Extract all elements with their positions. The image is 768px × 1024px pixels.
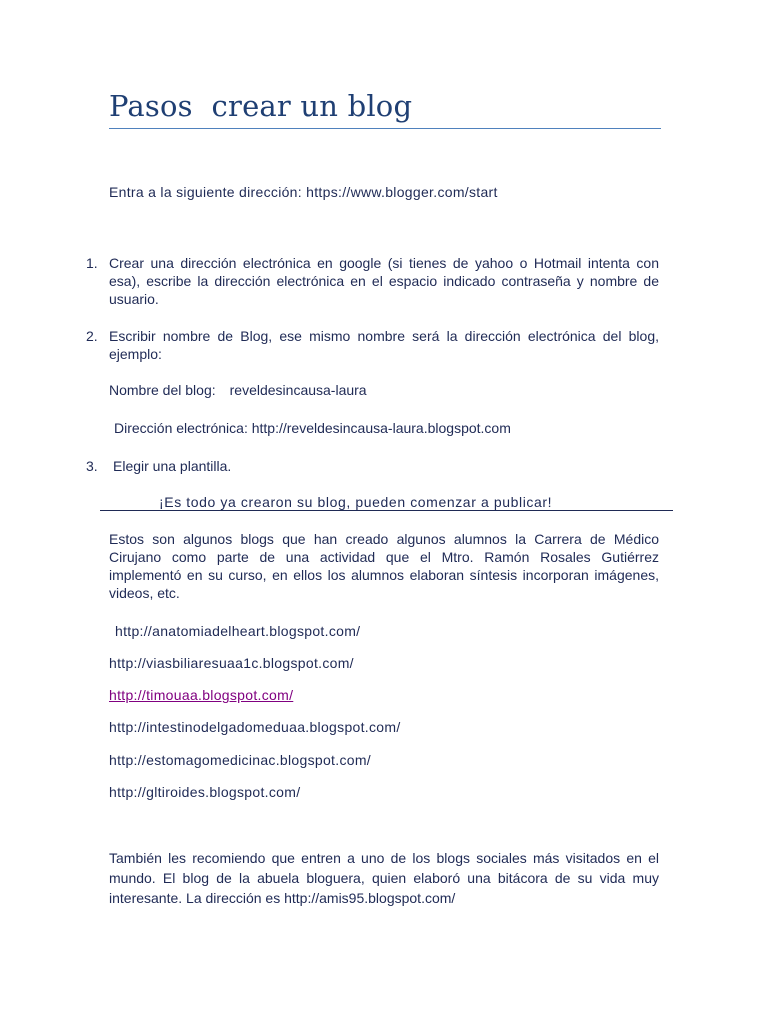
step-number: 3.	[86, 458, 98, 474]
blog-link[interactable]: http://gltiroides.blogspot.com/	[109, 784, 301, 800]
title-underline	[109, 128, 661, 129]
page-title: Pasos crear un blog	[109, 89, 413, 123]
step-text: Elegir una plantilla.	[113, 458, 232, 474]
blogs-paragraph: Estos son algunos blogs que han creado algunos alumnos la Carrera de Médico Cirujano como parte de una actividad que el Mtro. Ramón Rosales Gutiérrez implementó en su curso, en ellos los alumnos elaboran síntesis incorporan imágenes, videos, etc.	[109, 531, 659, 601]
step-number: 1.	[86, 255, 98, 271]
step-text: Escribir nombre de Blog, ese mismo nombre será la dirección electrónica del blog, ejemplo:	[109, 328, 659, 362]
banner-heading: ¡Es todo ya crearon su blog, pueden comenzar a publicar!	[159, 494, 553, 510]
blog-link[interactable]: http://anatomiadelheart.blogspot.com/	[115, 623, 361, 639]
banner-underline	[100, 510, 673, 511]
step-number: 2.	[86, 328, 98, 344]
example-blog-address: Dirección electrónica: http://reveldesincausa-laura.blogspot.com	[114, 420, 511, 436]
intro-text: Entra a la siguiente dirección: https://www.blogger.com/start	[109, 184, 498, 200]
blog-link[interactable]: http://viasbiliaresuaa1c.blogspot.com/	[109, 655, 354, 671]
example-name-value: reveldesincausa-laura	[229, 382, 367, 398]
blog-link[interactable]: http://intestinodelgadomeduaa.blogspot.com/	[109, 719, 401, 735]
example-blog-name	[109, 381, 367, 399]
step-text: Crear una dirección electrónica en google (si tienes de yahoo o Hotmail intenta con esa), escribe la dirección electrónica en el espacio indicado contraseña y nombre de usuario.	[109, 255, 659, 307]
blog-link-visited[interactable]: http://timouaa.blogspot.com/	[109, 687, 294, 703]
example-name-label: Nombre del blog:	[109, 382, 216, 398]
blog-link[interactable]: http://estomagomedicinac.blogspot.com/	[109, 752, 371, 768]
closing-paragraph: También les recomiendo que entren a uno de los blogs sociales más visitados en el mundo. El blog de la abuela bloguera, quien elaboró una bitácora de su vida muy interesante. La dirección es http://amis95.blogspot.com/	[109, 850, 659, 906]
